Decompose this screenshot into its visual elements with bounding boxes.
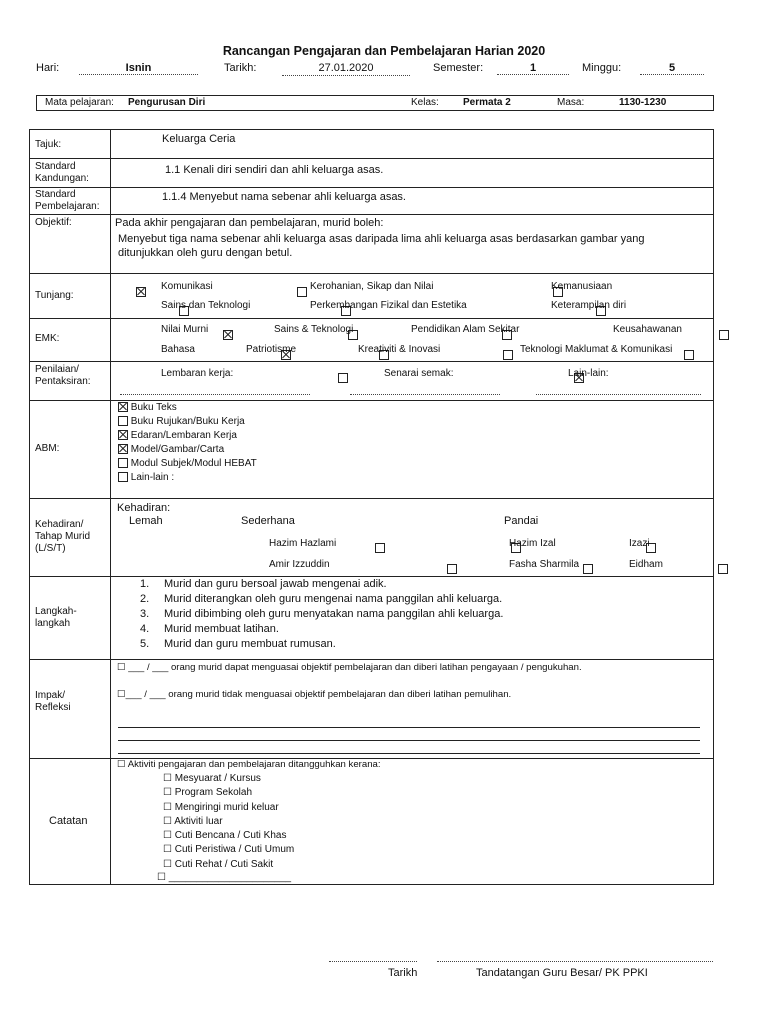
emk-item: Teknologi Maklumat & Komunikasi [520, 344, 673, 355]
objektif-line-2: ditunjukkan oleh guru dengan betul. [118, 247, 293, 259]
catatan-item[interactable]: ☐ Mesyuarat / Kursus [163, 773, 261, 784]
subject-box [36, 95, 714, 111]
emk-label: EMK: [35, 333, 60, 344]
page-title: Rancangan Pengajaran dan Pembelajaran Harian 2020 [222, 44, 546, 58]
penilaian-item: Lembaran kerja: [161, 368, 234, 379]
lembaran-kerja-field[interactable] [120, 394, 310, 395]
student-name: Izazi [629, 538, 650, 549]
tunjang-item: Keterampilan diri [551, 300, 627, 311]
sp-value: 1.1.4 Menyebut nama sebenar ahli keluarga asas. [162, 191, 406, 203]
tunjang-item: Perkembangan Fizikal dan Estetika [310, 300, 467, 311]
impak-label: Impak/ Refleksi [35, 690, 71, 713]
langkah-step: 5. Murid dan guru membuat rumusan. [140, 638, 336, 650]
abm-item: Model/Gambar/Carta [130, 444, 225, 455]
mata-label: Mata pelajaran: [45, 97, 114, 108]
langkah-step: 1. Murid dan guru bersoal jawab mengenai adik. [140, 578, 387, 590]
checkbox-komunikasi[interactable] [136, 287, 146, 297]
emk-item: Bahasa [161, 344, 195, 355]
masa-label: Masa: [557, 97, 585, 108]
tunjang-item: Komunikasi [161, 281, 213, 292]
student-name: Amir Izzuddin [269, 559, 330, 570]
abm-item: Buku Rujukan/Buku Kerja [130, 416, 245, 427]
emk-item: Patriotisme [246, 344, 297, 355]
checkbox-kerohanian[interactable] [297, 287, 307, 297]
checkbox-tmk[interactable] [684, 350, 694, 360]
minggu-value: 5 [640, 62, 704, 75]
langkah-step: 3. Murid dibimbing oleh guru menyatakan nama panggilan ahli keluarga. [140, 608, 504, 620]
checkbox-sederhana-2[interactable] [718, 564, 728, 574]
tajuk-label: Tajuk: [35, 139, 62, 150]
refleksi-line-3[interactable] [118, 753, 700, 754]
emk-item: Nilai Murni [161, 324, 209, 335]
catatan-label: Catatan [49, 815, 88, 827]
emk-item: Kreativiti & Inovasi [358, 344, 441, 355]
catatan-item[interactable]: ☐ Mengiringi murid keluar [163, 801, 279, 813]
sk-value: 1.1 Kenali diri sendiri dan ahli keluarga asas. [165, 164, 384, 176]
checkbox-lembaran-kerja[interactable] [338, 373, 348, 383]
emk-item: Keusahawanan [613, 324, 682, 335]
catatan-item[interactable]: ☐ Aktiviti luar [163, 815, 223, 827]
tahap-lemah: Lemah [129, 515, 163, 527]
checkbox-keusahawanan[interactable] [719, 330, 729, 340]
langkah-list [140, 578, 503, 653]
tarikh-value: 27.01.2020 [282, 62, 410, 76]
footer-tarikh: Tarikh [388, 967, 418, 979]
catatan-item[interactable]: ☐ Cuti Bencana / Cuti Khas [163, 830, 287, 842]
checkbox-buku-teks[interactable] [118, 402, 128, 412]
hari-value: Isnin [79, 62, 198, 75]
refleksi-line-1[interactable] [118, 727, 700, 728]
catatan-intro: ☐ Aktiviti pengajaran dan pembelajaran ditangguhkan kerana: [117, 759, 381, 770]
student-name: Eidham [629, 559, 663, 570]
checkbox-buku-rujukan[interactable] [118, 416, 128, 426]
student-name: Hazim Hazlami [269, 538, 337, 549]
tunjang-item: Sains dan Teknologi [161, 300, 251, 311]
checkbox-model[interactable] [118, 444, 128, 454]
penilaian-item: Senarai semak: [384, 368, 454, 379]
kelas-label: Kelas: [411, 97, 439, 108]
objektif-line-1: Menyebut tiga nama sebenar ahli keluarga asas daripada lima ahli keluarga asas berdasarkan gambar yang [118, 233, 645, 245]
hari-label: Hari: [36, 62, 60, 74]
checkbox-lemah-1[interactable] [375, 543, 385, 553]
impak-line-1: ☐ ___ / ___ orang murid dapat menguasai objektif pembelajaran dan diberi latihan pengayaan / pengukuhan. [117, 662, 582, 673]
abm-item: Edaran/Lembaran Kerja [130, 430, 237, 441]
senarai-semak-field[interactable] [350, 394, 500, 395]
minggu-label: Minggu: [582, 62, 622, 74]
signature-line[interactable] [437, 961, 713, 962]
catatan-list [163, 773, 294, 873]
kehadiran-label: Kehadiran/ Tahap Murid (L/S/T) [35, 519, 91, 554]
tahap-pandai: Pandai [504, 515, 539, 527]
emk-item: Sains & Teknologi [274, 324, 354, 335]
student-name: Hazim Izal [509, 538, 556, 549]
sk-label: Standard Kandungan: [35, 161, 89, 184]
tunjang-item: Kemanusiaan [551, 281, 613, 292]
catatan-item[interactable]: ☐ Program Sekolah [163, 787, 253, 799]
footer-tandatangan: Tandatangan Guru Besar/ PK PPKI [476, 967, 648, 979]
langkah-label: Langkah-langkah [35, 606, 77, 629]
objektif-label: Objektif: [35, 217, 72, 228]
checkbox-modul[interactable] [118, 458, 128, 468]
catatan-item[interactable]: ☐ Cuti Rehat / Cuti Sakit [163, 858, 274, 870]
abm-list [118, 402, 257, 486]
student-name: Fasha Sharmila [509, 559, 580, 570]
mata-value: Pengurusan Diri [128, 97, 206, 108]
semester-value: 1 [497, 62, 569, 75]
kehadiran-heading: Kehadiran: [117, 502, 171, 514]
emk-item: Pendidikan Alam Sekitar [411, 324, 520, 335]
kelas-value: Permata 2 [463, 97, 511, 108]
abm-label: ABM: [35, 443, 60, 454]
abm-item: Modul Subjek/Modul HEBAT [130, 458, 257, 469]
checkbox-nilai-murni[interactable] [223, 330, 233, 340]
langkah-step: 2. Murid diterangkan oleh guru mengenai nama panggilan ahli keluarga. [140, 593, 503, 605]
impak-line-2: ☐___ / ___ orang murid tidak menguasai objektif pembelajaran dan diberi latihan pemulihan. [117, 689, 512, 700]
catatan-other[interactable]: ☐ ______________________ [157, 872, 292, 883]
penilaian-label: Penilaian/ Pentaksiran: [35, 364, 91, 387]
catatan-item[interactable]: ☐ Cuti Peristiwa / Cuti Umum [163, 844, 295, 856]
lain-lain-field[interactable] [536, 394, 701, 395]
masa-value: 1130-1230 [619, 97, 667, 108]
objektif-intro: Pada akhir pengajaran dan pembelajaran, murid boleh: [115, 217, 384, 229]
tahap-sederhana: Sederhana [241, 515, 295, 527]
abm-item: Lain-lain : [130, 472, 175, 483]
tunjang-item: Kerohanian, Sikap dan Nilai [310, 281, 434, 292]
checkbox-edaran[interactable] [118, 430, 128, 440]
label-column-divider [110, 129, 111, 884]
tunjang-label: Tunjang: [35, 290, 74, 301]
checkbox-kreativiti[interactable] [503, 350, 513, 360]
checkbox-amir-izzuddin[interactable] [583, 564, 593, 574]
refleksi-line-2[interactable] [118, 740, 700, 741]
tajuk-value: Keluarga Ceria [162, 133, 236, 145]
checkbox-lemah-2[interactable] [447, 564, 457, 574]
penilaian-item: Lain-lain: [568, 368, 609, 379]
tarikh-sign-line[interactable] [329, 961, 417, 962]
abm-item: Buku Teks [130, 402, 177, 413]
checkbox-abm-lain[interactable] [118, 472, 128, 482]
semester-label: Semester: [433, 62, 484, 74]
sp-label: Standard Pembelajaran: [35, 189, 100, 212]
tarikh-label: Tarikh: [224, 62, 257, 74]
langkah-step: 4. Murid membuat latihan. [140, 623, 279, 635]
